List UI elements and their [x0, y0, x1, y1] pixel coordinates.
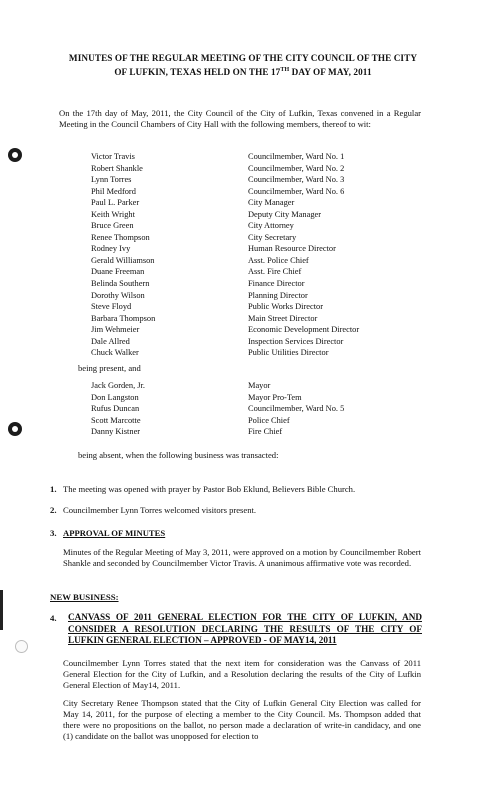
- absent-row: [91, 392, 344, 404]
- present-role: City Manager: [248, 198, 295, 208]
- present-role: Public Utilities Director: [248, 348, 329, 358]
- absent-role: Mayor: [248, 381, 271, 390]
- title-line-1: MINUTES OF THE REGULAR MEETING OF THE CITY COUNCIL OF THE CITY: [68, 53, 418, 63]
- approval-of-minutes-heading: APPROVAL OF MINUTES: [63, 528, 166, 538]
- present-row: [91, 232, 359, 244]
- being-absent-text: being absent, when the following business was transacted:: [78, 450, 279, 460]
- title-line-2-post: DAY OF MAY, 2011: [289, 67, 372, 78]
- absent-role: Police Chief: [248, 415, 290, 425]
- present-name: Paul L. Parker: [91, 198, 140, 208]
- present-role: Asst. Police Chief: [248, 255, 309, 265]
- present-row: [91, 290, 359, 302]
- present-row: [91, 186, 359, 198]
- present-row: [91, 313, 359, 325]
- intro-paragraph: On the 17th day of May, 2011, the City Council of the City of Lufkin, Texas convened in a Regular Meeting in the Council Chambers of City Hall with the following members, thereof to wit:: [59, 108, 421, 129]
- item-4-heading: CANVASS OF 2011 GENERAL ELECTION FOR THE CITY OF LUFKIN, AND CONSIDER A RESOLUTION DECLARING THE RESULTS OF THE CITY OF LUFKIN GENERAL ELECTION – APPROVED - OF MAY14, 2011: [68, 612, 422, 645]
- present-row: [91, 220, 359, 232]
- present-row: [91, 209, 359, 221]
- absent-role: Mayor Pro-Tem: [248, 392, 302, 402]
- binder-hole-icon: [8, 422, 22, 436]
- present-role: Asst. Fire Chief: [248, 267, 302, 277]
- absent-row: [91, 426, 344, 438]
- present-name: Renee Thompson: [91, 232, 150, 242]
- canvass-paragraph: Councilmember Lynn Torres stated that the next item for consideration was the Canvass of 2011 General Election for the City of Lufkin, and a Resolution declaring the results of the City of Lufkin General Election of May14, 2011.: [63, 658, 421, 690]
- item-4-number: 4.: [50, 613, 57, 623]
- present-row: [91, 347, 359, 359]
- present-name: Robert Shankle: [91, 163, 143, 173]
- new-business-heading: NEW BUSINESS:: [50, 592, 119, 602]
- item-2-text: Councilmember Lynn Torres welcomed visitors present.: [63, 505, 257, 515]
- present-row: [91, 278, 359, 290]
- present-name: Rodney Ivy: [91, 244, 131, 254]
- present-name: Victor Travis: [91, 152, 135, 161]
- present-row: [91, 255, 359, 267]
- city-secretary-paragraph: City Secretary Renee Thompson stated that the City of Lufkin General City Election was called for May 14, 2011, for the purpose of electing a member to the City Council. Ms. Thompson added that there were no propositions on the ballot, no person made a declaration of write-in candidacy, and one (1) candidate on the ballot was unopposed for election to: [63, 698, 421, 741]
- absent-name: Scott Marcotte: [91, 415, 141, 425]
- present-name: Belinda Southern: [91, 279, 150, 289]
- present-role: Finance Director: [248, 279, 305, 289]
- present-role: Main Street Director: [248, 313, 318, 323]
- present-row: [91, 151, 359, 163]
- absent-name: Rufus Duncan: [91, 404, 140, 414]
- present-role: Planning Director: [248, 290, 308, 300]
- present-role: Deputy City Manager: [248, 209, 322, 219]
- absent-row: [91, 415, 344, 427]
- present-role: City Secretary: [248, 232, 297, 242]
- present-role: Public Works Director: [248, 302, 323, 312]
- present-name: Phil Medford: [91, 186, 136, 196]
- present-row: [91, 243, 359, 255]
- present-role: Councilmember, Ward No. 1: [248, 152, 345, 161]
- absent-row: [91, 380, 344, 392]
- absent-name: Jack Gorden, Jr.: [91, 381, 145, 390]
- binder-hole-icon: [15, 640, 28, 653]
- item-3-number: 3.: [50, 528, 57, 538]
- present-roster: [91, 151, 359, 359]
- present-name: Duane Freeman: [91, 267, 145, 277]
- present-row: [91, 336, 359, 348]
- absent-roster: [91, 380, 344, 438]
- document-title: [40, 52, 446, 78]
- being-present-text: being present, and: [78, 363, 141, 373]
- present-name: Chuck Walker: [91, 348, 139, 358]
- item-2-number: 2.: [50, 505, 57, 515]
- present-name: Keith Wright: [91, 209, 135, 219]
- title-line-2-pre: OF LUFKIN, TEXAS HELD ON THE 17: [114, 67, 281, 78]
- title-line-2: [40, 64, 446, 78]
- absent-name: Don Langston: [91, 392, 139, 402]
- present-row: [91, 266, 359, 278]
- present-name: Gerald Williamson: [91, 255, 155, 265]
- present-row: [91, 174, 359, 186]
- item-1-number: 1.: [50, 484, 57, 494]
- present-role: Economic Development Director: [248, 325, 360, 335]
- present-name: Steve Floyd: [91, 302, 132, 312]
- absent-row: [91, 403, 344, 415]
- present-role: City Attorney: [248, 221, 294, 231]
- present-role: Inspection Services Director: [248, 336, 344, 346]
- binder-hole-icon: [8, 148, 22, 162]
- minutes-paragraph: Minutes of the Regular Meeting of May 3, 2011, were approved on a motion by Councilmember Robert Shankle and seconded by Councilmember Victor Travis. A unanimous affirmative vote was recorded.: [63, 547, 421, 568]
- present-role: Councilmember, Ward No. 6: [248, 186, 345, 196]
- present-name: Lynn Torres: [91, 175, 132, 185]
- absent-role: Fire Chief: [248, 427, 283, 437]
- present-row: [91, 197, 359, 209]
- absent-name: Danny Kistner: [91, 427, 141, 437]
- present-row: [91, 301, 359, 313]
- present-name: Bruce Green: [91, 221, 134, 231]
- present-name: Dale Allred: [91, 336, 130, 346]
- title-line-2-sup: TH: [280, 67, 290, 73]
- present-role: Councilmember, Ward No. 2: [248, 163, 345, 173]
- present-name: Dorothy Wilson: [91, 290, 145, 300]
- absent-role: Councilmember, Ward No. 5: [248, 404, 345, 414]
- present-role: Councilmember, Ward No. 3: [248, 175, 345, 185]
- scan-edge-shadow: [0, 590, 3, 630]
- present-name: Jim Wehmeier: [91, 325, 140, 335]
- present-row: [91, 324, 359, 336]
- present-name: Barbara Thompson: [91, 313, 156, 323]
- present-row: [91, 163, 359, 175]
- present-role: Human Resource Director: [248, 244, 336, 254]
- item-1-text: The meeting was opened with prayer by Pastor Bob Eklund, Believers Bible Church.: [63, 484, 356, 494]
